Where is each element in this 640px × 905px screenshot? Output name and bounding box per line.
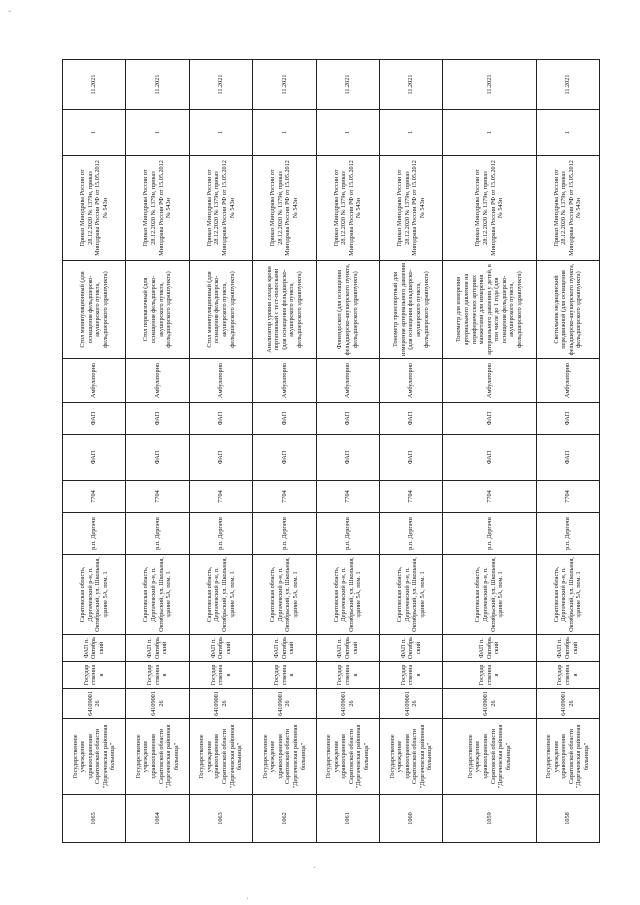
table-cell: 1061 <box>316 795 379 843</box>
table-cell: ФАП <box>380 403 443 435</box>
table-cell: ФАП <box>126 435 189 481</box>
table-cell: Амбулаторно <box>536 359 599 403</box>
table-cell: 1062 <box>253 795 316 843</box>
table-cell: Государственное учреждение здравоохранения Саратовской области "Дергачевская районная больница" <box>126 719 189 795</box>
table-cell: ФАП <box>126 403 189 435</box>
table-cell: Фонендоскоп (для оснащения фельдшерско-акушерского пункта, фельдшерского здравпункта) <box>316 261 379 359</box>
table-cell: Государственная <box>536 662 599 689</box>
table-cell: ФАП <box>536 435 599 481</box>
table-cell: 11.2021 <box>536 60 599 110</box>
table-cell: Приказ Минздрава России от 28.12.2020 № 1379н, приказ Минздрава России РФ от 15.05.2012 № 543н <box>316 156 379 261</box>
table-body <box>63 60 600 843</box>
table-cell: р.п. Дергачи <box>253 513 316 555</box>
table-cell: Государственная <box>443 662 536 689</box>
table-cell: 1059 <box>443 795 536 843</box>
table-cell: 11.2021 <box>316 60 379 110</box>
table-cell: Тонометр транспортный для измерения артериального давления (для оснащения фельдшерско-акушерского пункта, фельдшерского здравпункта) <box>380 261 443 359</box>
table-cell: ФАП п. Октябрьский <box>536 635 599 662</box>
table-cell: 11.2021 <box>189 60 252 110</box>
table-cell: 7704 <box>536 481 599 513</box>
table-cell: р.п. Дергачи <box>380 513 443 555</box>
rotated-page <box>62 60 600 843</box>
table-cell: 11.2021 <box>253 60 316 110</box>
table-cell: Приказ Минздрава России от 28.12.2020 № 1379н, приказ Минздрава России РФ от 15.05.2012 № 543н <box>443 156 536 261</box>
table-cell: 7704 <box>253 481 316 513</box>
table-cell: 7704 <box>63 481 126 513</box>
table-cell: 7704 <box>443 481 536 513</box>
table-cell: ФАП п. Октябрьский <box>380 635 443 662</box>
table-cell: Государственное учреждение здравоохранения Саратовской области "Дергачевская районная больница" <box>316 719 379 795</box>
table-cell: ФАП <box>189 403 252 435</box>
table-cell: ФАП п. Октябрьский <box>316 635 379 662</box>
table-cell: Амбулаторно <box>380 359 443 403</box>
table-cell: 1064 <box>126 795 189 843</box>
scan-mark: · <box>313 862 317 873</box>
table-cell: Стол манипуляционный (для оснащения фельдшерско-акушерского пункта, фельдшерского здравпункта) <box>189 261 252 359</box>
table-cell: Государственное учреждение здравоохранения Саратовской области "Дергачевская районная больница" <box>63 719 126 795</box>
table-cell: 7704 <box>126 481 189 513</box>
table-row <box>536 60 599 843</box>
table-cell: Светильник медицинский передвижной (для оснащения фельдшерско-акушерского пункта, фельдшерского здравпункта) <box>536 261 599 359</box>
table-cell: Саратовская область, Дергачевский р-н, п. Октябрьский, ул. Школьная, здание 5А, пом. 1 <box>126 555 189 635</box>
table-cell: Государственная <box>63 662 126 689</box>
table-cell: Саратовская область, Дергачевский р-н, п. Октябрьский, ул. Школьная, здание 5А, пом. 1 <box>443 555 536 635</box>
table-cell: ФАП п. Октябрьский <box>443 635 536 662</box>
table-cell: 6410900126 <box>189 689 252 719</box>
table-cell: 6410900126 <box>380 689 443 719</box>
table-cell: Государственная <box>380 662 443 689</box>
table-cell: 1 <box>443 110 536 156</box>
table-cell: 6410900126 <box>253 689 316 719</box>
table-cell: 6410900126 <box>126 689 189 719</box>
table-cell: 6410900126 <box>63 689 126 719</box>
table-row <box>253 60 316 843</box>
table-cell: Саратовская область, Дергачевский р-н, п. Октябрьский, ул. Школьная, здание 5А, пом. 1 <box>253 555 316 635</box>
scan-mark: · <box>246 893 250 904</box>
table-cell: 6410900126 <box>536 689 599 719</box>
table-cell: Государственное учреждение здравоохранения Саратовской области "Дергачевская районная больница" <box>253 719 316 795</box>
table-cell: 1 <box>316 110 379 156</box>
table-row <box>126 60 189 843</box>
table-cell: 11.2021 <box>443 60 536 110</box>
table-cell: 11.2021 <box>126 60 189 110</box>
table-cell: 1 <box>126 110 189 156</box>
table-cell: Приказ Минздрава России от 28.12.2020 № 1379н, приказ Минздрава России РФ от 15.05.2012 № 543н <box>126 156 189 261</box>
table-cell: Амбулаторно <box>253 359 316 403</box>
table-cell: р.п. Дергачи <box>536 513 599 555</box>
table-cell: 1 <box>63 110 126 156</box>
table-cell: Государственное учреждение здравоохранения Саратовской области "Дергачевская районная больница" <box>536 719 599 795</box>
table-row <box>63 60 126 843</box>
table-cell: ФАП <box>380 435 443 481</box>
table-cell: Амбулаторно <box>63 359 126 403</box>
table-cell: р.п. Дергачи <box>443 513 536 555</box>
table-cell: ФАП <box>253 403 316 435</box>
table-cell: 1 <box>253 110 316 156</box>
table-cell: 1 <box>536 110 599 156</box>
table-cell: 11.2021 <box>380 60 443 110</box>
table-cell: ФАП <box>63 403 126 435</box>
table-cell: р.п. Дергачи <box>189 513 252 555</box>
table-row <box>380 60 443 843</box>
table-cell: Приказ Минздрава России от 28.12.2020 № 1379н, приказ Минздрава России РФ от 15.05.2012 № 543н <box>536 156 599 261</box>
table-cell: 1063 <box>189 795 252 843</box>
table-cell: 7704 <box>189 481 252 513</box>
table-cell: ФАП <box>253 435 316 481</box>
table-cell: Приказ Минздрава России от 28.12.2020 № 1379н, приказ Минздрава России РФ от 15.05.2012 № 543н <box>63 156 126 261</box>
table-cell: ФАП <box>443 435 536 481</box>
equipment-table <box>62 59 600 843</box>
table-cell: 11.2021 <box>63 60 126 110</box>
table-cell: ФАП <box>316 435 379 481</box>
table-cell: Приказ Минздрава России от 28.12.2020 № 1379н, приказ Минздрава России РФ от 15.05.2012 № 543н <box>253 156 316 261</box>
table-cell: ФАП <box>63 435 126 481</box>
table-cell: ФАП <box>316 403 379 435</box>
table-cell: ФАП п. Октябрьский <box>63 635 126 662</box>
table-cell: Государственное учреждение здравоохранения Саратовской области "Дергачевская районная больница" <box>443 719 536 795</box>
table-cell: Государственная <box>253 662 316 689</box>
table-cell: Анализатор уровня сахара крови портативный с тест-полосками (для оснащения фельдшерско-акушерского пункта, фельдшерского здравпункта) <box>253 261 316 359</box>
table-cell: Государственная <box>189 662 252 689</box>
table-cell: Саратовская область, Дергачевский р-н, п. Октябрьский, ул. Школьная, здание 5А, пом. 1 <box>316 555 379 635</box>
table-cell: ФАП <box>536 403 599 435</box>
table-cell: Саратовская область, Дергачевский р-н, п. Октябрьский, ул. Школьная, здание 5А, пом. 1 <box>189 555 252 635</box>
table-row <box>316 60 379 843</box>
table-cell: 6410900126 <box>443 689 536 719</box>
table-cell: 1060 <box>380 795 443 843</box>
table-cell: Государственное учреждение здравоохранения Саратовской области "Дергачевская районная больница" <box>189 719 252 795</box>
table-cell: ФАП п. Октябрьский <box>126 635 189 662</box>
table-cell: Тонометр для измерения артериального давления на периферических артериях манжетами для измерения артериального давления у детей, в том числе до 1 года (для оснащения фельдшерско-акушерского пункта, фельдшерского здравпункта) <box>443 261 536 359</box>
table-cell: Государственное учреждение здравоохранения Саратовской области "Дергачевская районная больница" <box>380 719 443 795</box>
scan-mark: - <box>8 6 12 17</box>
table-row <box>189 60 252 843</box>
table-cell: 1 <box>380 110 443 156</box>
table-cell: р.п. Дергачи <box>316 513 379 555</box>
table-cell: Саратовская область, Дергачевский р-н, п. Октябрьский, ул. Школьная, здание 5А, пом. 1 <box>380 555 443 635</box>
table-cell: р.п. Дергачи <box>126 513 189 555</box>
table-cell: р.п. Дергачи <box>63 513 126 555</box>
table-cell: ФАП <box>189 435 252 481</box>
table-cell: Стол перевязочный (для оснащения фельдшерско-акушерского пункта, фельдшерского здравпункта) <box>126 261 189 359</box>
table-cell: 1058 <box>536 795 599 843</box>
table-cell: 1 <box>189 110 252 156</box>
table-cell: Государственная <box>316 662 379 689</box>
table-cell: 7704 <box>380 481 443 513</box>
table-cell: Саратовская область, Дергачевский р-н, п. Октябрьский, ул. Школьная, здание 5А, пом. 1 <box>63 555 126 635</box>
table-cell: Амбулаторно <box>443 359 536 403</box>
table-cell: ФАП <box>443 403 536 435</box>
table-cell: ФАП п. Октябрьский <box>189 635 252 662</box>
table-cell: Государственная <box>126 662 189 689</box>
table-cell: Приказ Минздрава России от 28.12.2020 № 1379н, приказ Минздрава России РФ от 15.05.2012 № 543н <box>189 156 252 261</box>
table-cell: Амбулаторно <box>126 359 189 403</box>
table-cell: Амбулаторно <box>189 359 252 403</box>
table-cell: ФАП п. Октябрьский <box>253 635 316 662</box>
table-row <box>443 60 536 843</box>
table-cell: 6410900126 <box>316 689 379 719</box>
table-cell: Стол манипуляционный (для оснащения фельдшерско-акушерского пункта, фельдшерского здравпункта) <box>63 261 126 359</box>
table-cell: 1065 <box>63 795 126 843</box>
table-cell: 7704 <box>316 481 379 513</box>
table-cell: Амбулаторно <box>316 359 379 403</box>
table-cell: Приказ Минздрава России от 28.12.2020 № 1379н, приказ Минздрава России РФ от 15.05.2012 № 543н <box>380 156 443 261</box>
table-cell: Саратовская область, Дергачевский р-н, п. Октябрьский, ул. Школьная, здание 5А, пом. 1 <box>536 555 599 635</box>
